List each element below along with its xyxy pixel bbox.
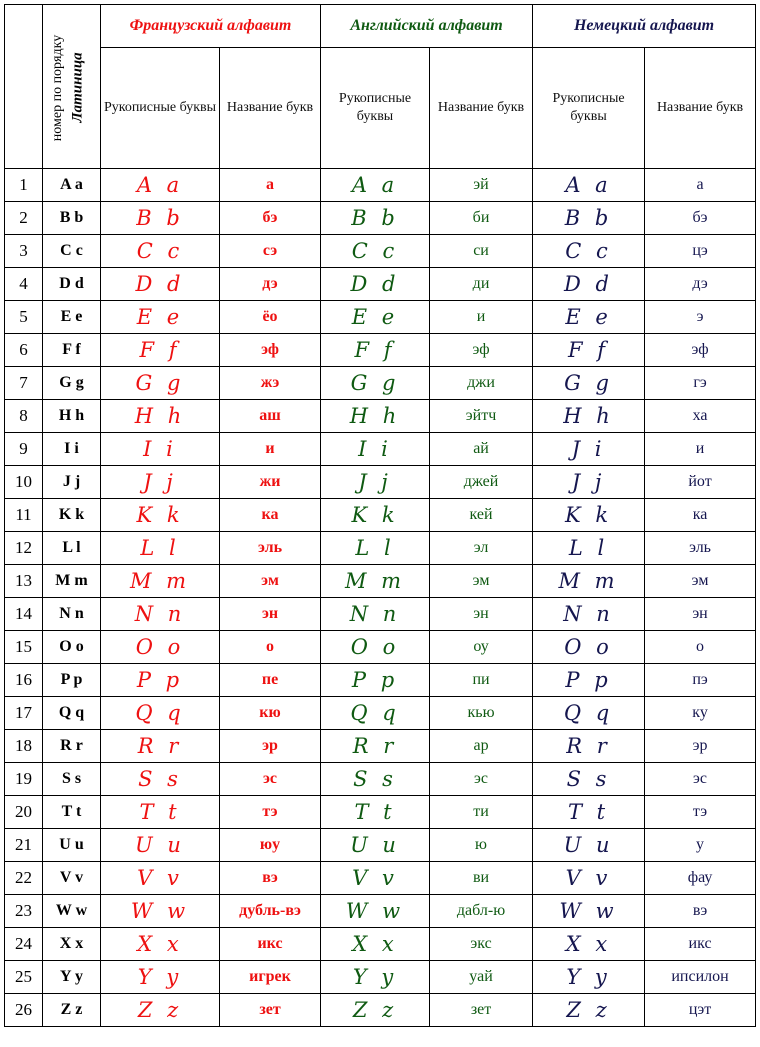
german-handwritten-header: Рукописные буквы [533, 48, 645, 169]
table-row [5, 301, 756, 334]
german-handwritten-letter: O o [533, 631, 645, 664]
french-letter-name: вэ [220, 862, 321, 895]
latin-letter: G g [43, 367, 101, 400]
table-row [5, 334, 756, 367]
french-letter-name: икс [220, 928, 321, 961]
english-handwritten-letter: U u [321, 829, 430, 862]
french-name-header: Название букв [220, 48, 321, 169]
table-row [5, 433, 756, 466]
german-handwritten-letter: D d [533, 268, 645, 301]
table-row [5, 895, 756, 928]
latin-letter: I i [43, 433, 101, 466]
english-letter-name: ю [430, 829, 533, 862]
french-handwritten-letter: P p [101, 664, 220, 697]
french-handwritten-letter: J j [101, 466, 220, 499]
german-handwritten-letter: G g [533, 367, 645, 400]
latin-letter: L l [43, 532, 101, 565]
english-letter-name: эйтч [430, 400, 533, 433]
french-letter-name: пе [220, 664, 321, 697]
german-letter-name: у [645, 829, 756, 862]
french-letter-name: о [220, 631, 321, 664]
row-number: 4 [5, 268, 43, 301]
row-number: 13 [5, 565, 43, 598]
table-row [5, 862, 756, 895]
latin-letter: N n [43, 598, 101, 631]
german-handwritten-letter: P p [533, 664, 645, 697]
english-handwritten-letter: X x [321, 928, 430, 961]
german-letter-name: пэ [645, 664, 756, 697]
english-handwritten-letter: A a [321, 169, 430, 202]
latin-letter: E e [43, 301, 101, 334]
french-letter-name: бэ [220, 202, 321, 235]
german-letter-name: вэ [645, 895, 756, 928]
english-handwritten-letter: G g [321, 367, 430, 400]
row-number: 18 [5, 730, 43, 763]
german-letter-name: икс [645, 928, 756, 961]
french-handwritten-letter: E e [101, 301, 220, 334]
french-handwritten-letter: A a [101, 169, 220, 202]
english-letter-name: эн [430, 598, 533, 631]
english-letter-name: уай [430, 961, 533, 994]
german-letter-name: цэт [645, 994, 756, 1027]
latin-letter: J j [43, 466, 101, 499]
table-row [5, 466, 756, 499]
german-handwritten-letter: F f [533, 334, 645, 367]
row-number: 21 [5, 829, 43, 862]
row-number: 14 [5, 598, 43, 631]
german-handwritten-letter: J i [533, 433, 645, 466]
table-row [5, 532, 756, 565]
row-number: 3 [5, 235, 43, 268]
latin-letter: V v [43, 862, 101, 895]
english-letter-name: эй [430, 169, 533, 202]
number-column-label: номер по порядку [50, 34, 66, 141]
row-number: 15 [5, 631, 43, 664]
french-handwritten-letter: S s [101, 763, 220, 796]
row-number: 17 [5, 697, 43, 730]
french-handwritten-letter: Q q [101, 697, 220, 730]
latin-column-label: Латиница [69, 51, 86, 123]
row-number: 2 [5, 202, 43, 235]
german-letter-name: йот [645, 466, 756, 499]
french-handwritten-letter: Y y [101, 961, 220, 994]
french-letter-name: дубль-вэ [220, 895, 321, 928]
french-handwritten-letter: V v [101, 862, 220, 895]
row-number: 22 [5, 862, 43, 895]
english-handwritten-letter: T t [321, 796, 430, 829]
french-handwritten-letter: U u [101, 829, 220, 862]
english-letter-name: ти [430, 796, 533, 829]
german-letter-name: ку [645, 697, 756, 730]
english-handwritten-letter: W w [321, 895, 430, 928]
french-handwritten-letter: K k [101, 499, 220, 532]
french-letter-name: юу [220, 829, 321, 862]
german-letter-name: ка [645, 499, 756, 532]
table-row [5, 598, 756, 631]
table-row [5, 367, 756, 400]
latin-letter: R r [43, 730, 101, 763]
french-letter-name: эн [220, 598, 321, 631]
table-row [5, 268, 756, 301]
french-letter-name: и [220, 433, 321, 466]
english-handwritten-letter: P p [321, 664, 430, 697]
french-handwritten-letter: X x [101, 928, 220, 961]
german-letter-name: дэ [645, 268, 756, 301]
german-letter-name: эс [645, 763, 756, 796]
english-handwritten-letter: K k [321, 499, 430, 532]
row-number: 6 [5, 334, 43, 367]
table-row [5, 697, 756, 730]
german-letter-name: эль [645, 532, 756, 565]
french-handwritten-letter: I i [101, 433, 220, 466]
english-letter-name: пи [430, 664, 533, 697]
row-number: 19 [5, 763, 43, 796]
row-number: 7 [5, 367, 43, 400]
german-handwritten-letter: X x [533, 928, 645, 961]
english-letter-name: эс [430, 763, 533, 796]
latin-letter: T t [43, 796, 101, 829]
row-number: 9 [5, 433, 43, 466]
french-letter-name: ка [220, 499, 321, 532]
english-letter-name: экс [430, 928, 533, 961]
french-letter-name: жэ [220, 367, 321, 400]
french-letter-name: игрек [220, 961, 321, 994]
french-letter-name: кю [220, 697, 321, 730]
german-letter-name: цэ [645, 235, 756, 268]
table-row [5, 169, 756, 202]
latin-letter: U u [43, 829, 101, 862]
english-handwritten-letter: R r [321, 730, 430, 763]
german-name-header: Название букв [645, 48, 756, 169]
row-number: 5 [5, 301, 43, 334]
german-handwritten-letter: U u [533, 829, 645, 862]
latin-letter: Q q [43, 697, 101, 730]
latin-letter: M m [43, 565, 101, 598]
german-letter-name: и [645, 433, 756, 466]
latin-letter: A a [43, 169, 101, 202]
english-handwritten-letter: L l [321, 532, 430, 565]
german-handwritten-letter: K k [533, 499, 645, 532]
french-handwritten-letter: D d [101, 268, 220, 301]
alphabet-table [4, 4, 756, 1027]
french-letter-name: эм [220, 565, 321, 598]
german-letter-name: о [645, 631, 756, 664]
french-letter-name: жи [220, 466, 321, 499]
french-letter-name: тэ [220, 796, 321, 829]
german-handwritten-letter: T t [533, 796, 645, 829]
english-name-header: Название букв [430, 48, 533, 169]
latin-letter: B b [43, 202, 101, 235]
french-letter-name: дэ [220, 268, 321, 301]
german-letter-name: гэ [645, 367, 756, 400]
german-letter-name: эф [645, 334, 756, 367]
german-letter-name: эм [645, 565, 756, 598]
french-letter-name: сэ [220, 235, 321, 268]
french-handwritten-letter: B b [101, 202, 220, 235]
french-handwritten-letter: T t [101, 796, 220, 829]
english-letter-name: джей [430, 466, 533, 499]
english-letter-name: эл [430, 532, 533, 565]
french-handwritten-header: Рукописные буквы [101, 48, 220, 169]
table-row [5, 565, 756, 598]
english-letter-name: ви [430, 862, 533, 895]
latin-letter: X x [43, 928, 101, 961]
english-handwritten-letter: F f [321, 334, 430, 367]
german-handwritten-letter: W w [533, 895, 645, 928]
french-handwritten-letter: W w [101, 895, 220, 928]
german-handwritten-letter: J j [533, 466, 645, 499]
latin-letter: H h [43, 400, 101, 433]
latin-letter: K k [43, 499, 101, 532]
german-letter-name: ипсилон [645, 961, 756, 994]
english-handwritten-letter: B b [321, 202, 430, 235]
english-letter-name: зет [430, 994, 533, 1027]
english-letter-name: оу [430, 631, 533, 664]
english-handwritten-letter: Q q [321, 697, 430, 730]
german-handwritten-letter: Y y [533, 961, 645, 994]
english-letter-name: кей [430, 499, 533, 532]
row-number: 20 [5, 796, 43, 829]
french-handwritten-letter: Z z [101, 994, 220, 1027]
english-handwritten-header: Рукописные буквы [321, 48, 430, 169]
table-row [5, 499, 756, 532]
french-letter-name: ёо [220, 301, 321, 334]
german-handwritten-letter: V v [533, 862, 645, 895]
english-handwritten-letter: Z z [321, 994, 430, 1027]
row-number: 8 [5, 400, 43, 433]
french-handwritten-letter: H h [101, 400, 220, 433]
english-handwritten-letter: O o [321, 631, 430, 664]
german-handwritten-letter: M m [533, 565, 645, 598]
row-number: 1 [5, 169, 43, 202]
alphabet-rows [5, 169, 756, 1027]
french-letter-name: эль [220, 532, 321, 565]
table-row [5, 796, 756, 829]
french-handwritten-letter: G g [101, 367, 220, 400]
french-letter-name: а [220, 169, 321, 202]
french-alphabet-title: Французский алфавит [101, 5, 321, 48]
latin-letter: D d [43, 268, 101, 301]
french-handwritten-letter: L l [101, 532, 220, 565]
english-letter-name: ар [430, 730, 533, 763]
table-row [5, 829, 756, 862]
number-column-header [5, 5, 66, 169]
french-letter-name: зет [220, 994, 321, 1027]
french-handwritten-letter: M m [101, 565, 220, 598]
german-handwritten-letter: H h [533, 400, 645, 433]
german-handwritten-letter: N n [533, 598, 645, 631]
german-letter-name: бэ [645, 202, 756, 235]
english-letter-name: ай [430, 433, 533, 466]
english-handwritten-letter: H h [321, 400, 430, 433]
table-row [5, 730, 756, 763]
row-number: 10 [5, 466, 43, 499]
english-handwritten-letter: J j [321, 466, 430, 499]
latin-letter: F f [43, 334, 101, 367]
table-row [5, 664, 756, 697]
german-handwritten-letter: Z z [533, 994, 645, 1027]
english-letter-name: джи [430, 367, 533, 400]
latin-letter: Y y [43, 961, 101, 994]
table-row [5, 928, 756, 961]
table-row [5, 763, 756, 796]
row-number: 23 [5, 895, 43, 928]
english-alphabet-title: Английский алфавит [321, 5, 533, 48]
english-handwritten-letter: V v [321, 862, 430, 895]
latin-letter: O o [43, 631, 101, 664]
german-letter-name: фау [645, 862, 756, 895]
french-handwritten-letter: O o [101, 631, 220, 664]
german-letter-name: э [645, 301, 756, 334]
latin-letter: Z z [43, 994, 101, 1027]
english-letter-name: кью [430, 697, 533, 730]
german-handwritten-letter: Q q [533, 697, 645, 730]
french-letter-name: эс [220, 763, 321, 796]
english-handwritten-letter: M m [321, 565, 430, 598]
french-letter-name: эф [220, 334, 321, 367]
english-letter-name: дабл-ю [430, 895, 533, 928]
table-row [5, 400, 756, 433]
french-letter-name: аш [220, 400, 321, 433]
german-letter-name: эр [645, 730, 756, 763]
french-handwritten-letter: R r [101, 730, 220, 763]
table-row [5, 631, 756, 664]
english-letter-name: ди [430, 268, 533, 301]
english-handwritten-letter: S s [321, 763, 430, 796]
row-number: 24 [5, 928, 43, 961]
german-alphabet-title: Немецкий алфавит [533, 5, 756, 48]
german-handwritten-letter: C c [533, 235, 645, 268]
german-letter-name: ха [645, 400, 756, 433]
english-letter-name: эм [430, 565, 533, 598]
german-handwritten-letter: R r [533, 730, 645, 763]
english-letter-name: си [430, 235, 533, 268]
row-number: 11 [5, 499, 43, 532]
latin-letter: P p [43, 664, 101, 697]
german-handwritten-letter: L l [533, 532, 645, 565]
french-letter-name: эр [220, 730, 321, 763]
row-number: 12 [5, 532, 43, 565]
table-row [5, 961, 756, 994]
english-handwritten-letter: C c [321, 235, 430, 268]
table-row [5, 202, 756, 235]
german-letter-name: тэ [645, 796, 756, 829]
german-handwritten-letter: B b [533, 202, 645, 235]
row-number: 16 [5, 664, 43, 697]
english-handwritten-letter: E e [321, 301, 430, 334]
latin-letter: W w [43, 895, 101, 928]
row-number: 26 [5, 994, 43, 1027]
french-handwritten-letter: N n [101, 598, 220, 631]
table-row [5, 994, 756, 1027]
english-letter-name: би [430, 202, 533, 235]
row-number: 25 [5, 961, 43, 994]
french-handwritten-letter: C c [101, 235, 220, 268]
english-handwritten-letter: Y y [321, 961, 430, 994]
german-handwritten-letter: E e [533, 301, 645, 334]
english-letter-name: эф [430, 334, 533, 367]
german-handwritten-letter: A a [533, 169, 645, 202]
french-handwritten-letter: F f [101, 334, 220, 367]
english-letter-name: и [430, 301, 533, 334]
english-handwritten-letter: D d [321, 268, 430, 301]
latin-letter: S s [43, 763, 101, 796]
german-letter-name: а [645, 169, 756, 202]
german-letter-name: эн [645, 598, 756, 631]
english-handwritten-letter: I i [321, 433, 430, 466]
latin-letter: C c [43, 235, 101, 268]
german-handwritten-letter: S s [533, 763, 645, 796]
table-row [5, 235, 756, 268]
english-handwritten-letter: N n [321, 598, 430, 631]
